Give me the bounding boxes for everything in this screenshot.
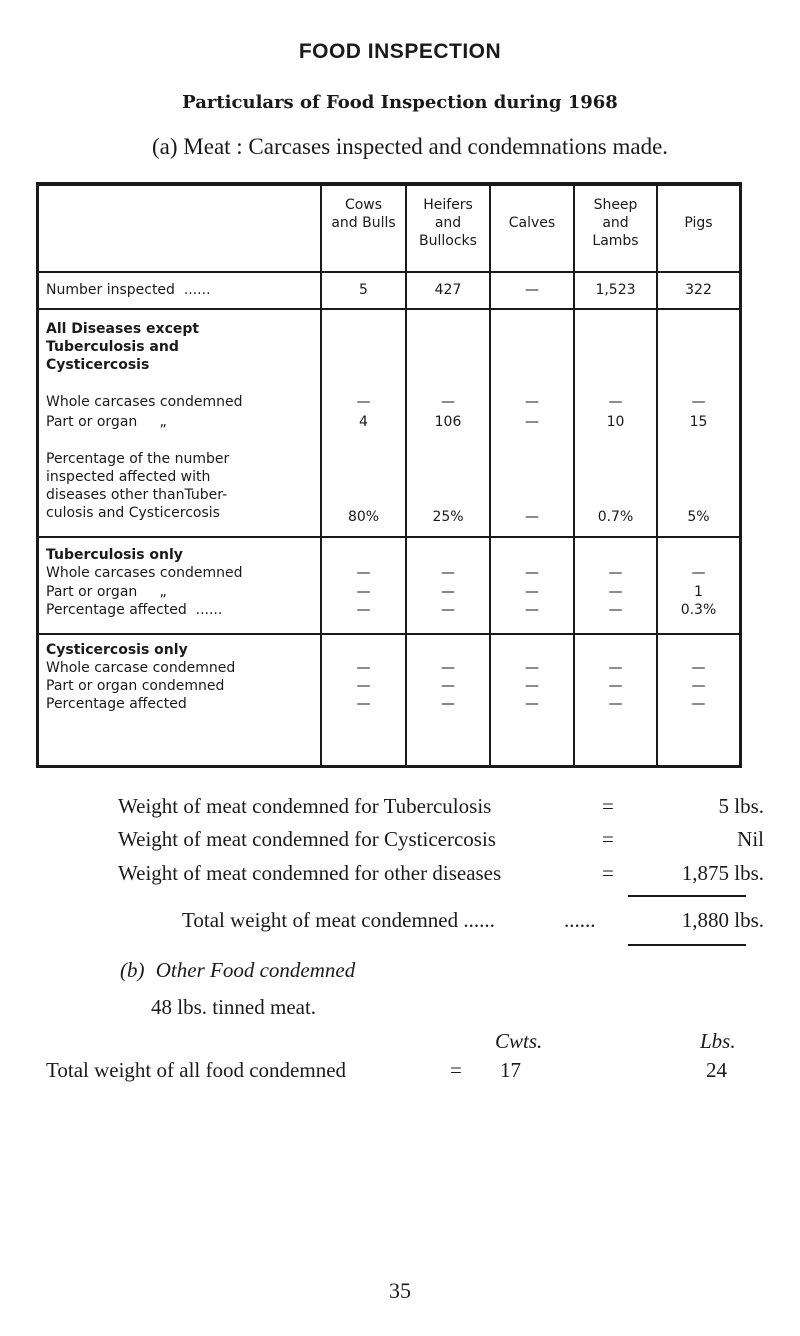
row-label-tb-part: Part or organ „ [46,584,167,600]
row-label-cyst-pct: Percentage affected [46,696,187,712]
weight-other-label: Weight of meat condemned for other diseases [118,861,502,885]
cyst-part-cows: — [356,678,371,694]
tb-part-calves: — [525,584,539,600]
all-whole-cows: — [356,394,371,410]
all-pct-pigs: 5% [687,509,710,525]
weight-tb-value: 5 lbs. [718,794,764,818]
other-food-item: 48 lbs. tinned meat. [151,995,317,1019]
tb-whole-heifers: — [441,565,455,581]
weight-tb-label: Weight of meat condemned for Tuberculosis [118,794,492,818]
number-inspected-calves: — [525,282,539,298]
cyst-part-heifers: — [441,678,455,694]
tb-whole-calves: — [525,565,539,581]
row-label-part-organ: Part or organ „ [46,414,167,430]
other-food-title: Other Food condemned [155,958,356,982]
number-inspected-cows: 5 [359,282,368,298]
col-header-calves: Calves [508,215,556,231]
col-header-pigs: Pigs [684,215,713,231]
row-label-tb-pct: Percentage affected ...... [46,602,223,618]
cyst-part-pigs: — [691,678,706,694]
all-part-sheep: 10 [606,414,625,430]
weight-cyst-value: Nil [737,827,764,851]
cyst-whole-heifers: — [441,660,455,676]
table-border-left [36,182,39,768]
row-label-cyst-whole: Whole carcase condemned [46,660,236,676]
total-food-lbs: 24 [706,1058,727,1082]
row-label-tb-whole: Whole carcases condemned [46,565,243,581]
total-food-label: Total weight of all food condemned [46,1058,347,1082]
section-heading-cysticercosis: Cysticercosis only [46,642,188,658]
tb-part-cows: — [356,584,371,600]
other-food-heading [120,958,355,983]
all-whole-calves: — [525,394,539,410]
cyst-pct-pigs: — [691,696,706,712]
all-part-calves: — [525,414,539,430]
total-food-cwts: 17 [500,1058,521,1082]
total-weight-value: 1,880 lbs. [681,908,764,932]
all-pct-calves: — [525,509,539,525]
tb-pct-calves: — [525,602,539,618]
row-sep-1 [39,271,739,273]
meat-section-text: Meat : Carcases inspected and condemnations made. [183,134,669,159]
unit-cwts-header: Cwts. [495,1029,543,1053]
tb-pct-sheep: — [608,602,623,618]
tb-pct-cows: — [356,602,371,618]
meat-section-label: (a) [152,134,178,159]
weight-tb-equals: = [602,794,614,818]
other-food-label: (b) [120,958,145,982]
all-part-pigs: 15 [689,414,708,430]
tb-part-heifers: — [441,584,455,600]
cyst-part-calves: — [525,678,539,694]
tb-whole-sheep: — [608,565,623,581]
section-heading-tuberculosis: Tuberculosis only [46,547,183,563]
row-sep-4 [39,633,739,635]
section-heading-all-diseases: All Diseases except Tuberculosis and Cysticercosis [46,321,200,373]
all-pct-cows: 80% [347,509,380,525]
all-pct-heifers: 25% [432,509,464,525]
row-sep-2 [39,308,739,310]
unit-lbs-header: Lbs. [700,1029,736,1053]
weight-cyst-equals: = [602,827,614,851]
meat-section-heading [152,134,668,160]
number-inspected-heifers: 427 [434,282,462,298]
col-header-heifers: Heifers and Bullocks [419,197,477,249]
col-header-sheep: Sheep and Lambs [592,197,639,249]
tb-part-sheep: — [608,584,623,600]
cyst-pct-cows: — [356,696,371,712]
all-whole-sheep: — [608,394,623,410]
page-title: FOOD INSPECTION [298,40,502,63]
tb-whole-pigs: — [691,565,706,581]
page-subtitle: Particulars of Food Inspection during 1968 [182,92,618,113]
table-border-top [36,182,742,186]
cyst-whole-sheep: — [608,660,623,676]
cyst-whole-pigs: — [691,660,706,676]
weight-other-equals: = [602,861,614,885]
row-label-whole-carcases: Whole carcases condemned [46,394,243,410]
total-weight-label: Total weight of meat condemned ...... [182,908,495,932]
row-label-percentage-other: Percentage of the number inspected affected with diseases other thanTuber- culosis and Cysticercosis [46,451,230,521]
page-number: 35 [389,1278,411,1303]
all-whole-pigs: — [691,394,706,410]
number-inspected-sheep: 1,523 [595,282,636,298]
row-label-cyst-part: Part or organ condemned [46,678,225,694]
row-label-number-inspected: Number inspected ...... [46,282,211,298]
tb-pct-pigs: 0.3% [680,602,717,618]
cyst-whole-calves: — [525,660,539,676]
tb-part-pigs: 1 [694,584,703,600]
cyst-part-sheep: — [608,678,623,694]
total-weight-dots: ...... [564,908,596,932]
cyst-pct-heifers: — [441,696,455,712]
cyst-pct-sheep: — [608,696,623,712]
table-border-right [739,182,742,768]
total-food-equals: = [450,1058,462,1082]
weight-cyst-label: Weight of meat condemned for Cysticercosis [118,827,496,851]
row-sep-3 [39,536,739,538]
total-rule-top [628,895,746,897]
all-whole-heifers: — [441,394,455,410]
all-pct-sheep: 0.7% [597,509,634,525]
tb-whole-cows: — [356,565,371,581]
number-inspected-pigs: 322 [685,282,712,298]
cyst-whole-cows: — [356,660,371,676]
weight-other-value: 1,875 lbs. [681,861,764,885]
col-header-cows: Cows and Bulls [331,197,396,231]
all-part-heifers: 106 [434,414,462,430]
total-rule-bottom [628,944,746,946]
cyst-pct-calves: — [525,696,539,712]
table-border-bottom [36,765,742,768]
all-part-cows: 4 [359,414,368,430]
meat-inspection-table [36,182,742,768]
tb-pct-heifers: — [441,602,455,618]
